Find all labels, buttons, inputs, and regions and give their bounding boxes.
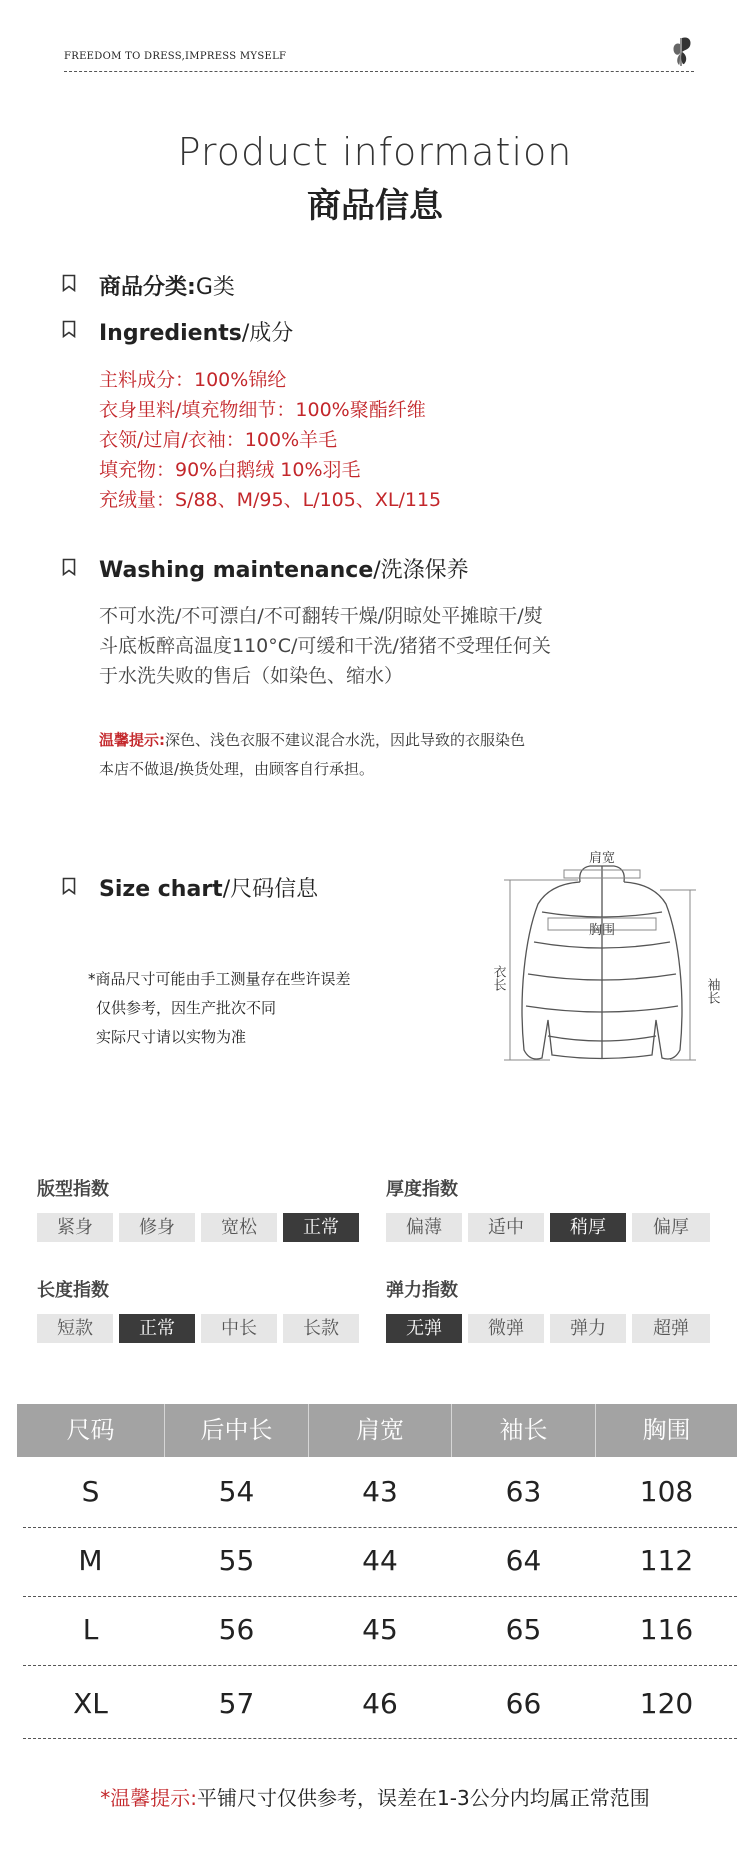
- ingredients-title-en: Ingredients: [99, 321, 242, 346]
- table-cell: 44: [362, 1544, 398, 1577]
- bookmark-icon: [62, 274, 76, 292]
- bottom-size-note: [0, 1782, 750, 1811]
- thickness-option: 偏薄: [386, 1213, 462, 1242]
- fit-index-scale: [37, 1213, 359, 1242]
- table-cell: 46: [362, 1687, 398, 1720]
- length-option-selected: 正常: [119, 1314, 195, 1343]
- bookmark-icon: [62, 558, 76, 576]
- table-header-cell: 后中长: [200, 1416, 273, 1444]
- disclaimer-line: *商品尺寸可能由手工测量存在些许误差: [88, 970, 351, 988]
- length-option: 中长: [201, 1314, 277, 1343]
- fit-option: 宽松: [201, 1213, 277, 1242]
- ingredient-line: 主料成分：100%锦纶: [99, 369, 287, 391]
- fit-index-title: 版型指数: [37, 1179, 109, 1200]
- table-row: [17, 1541, 737, 1581]
- table-cell: 65: [505, 1613, 542, 1646]
- ingredient-line: 衣领/过肩/衣袖：100%羊毛: [99, 429, 338, 451]
- tip-label: 温馨提示:: [99, 731, 165, 749]
- table-cell: 66: [505, 1687, 542, 1720]
- table-cell: 116: [639, 1613, 694, 1646]
- table-row: [17, 1684, 737, 1724]
- row-divider: [23, 1596, 737, 1597]
- elasticity-option: 微弹: [468, 1314, 544, 1343]
- row-divider: [23, 1665, 737, 1666]
- disclaimer-line: 实际尺寸请以实物为准: [96, 1028, 247, 1046]
- bottom-note-label: *温馨提示:: [100, 1786, 198, 1810]
- size-chart-title-en: Size chart: [99, 877, 223, 902]
- table-header-cell: 胸围: [642, 1416, 691, 1444]
- size-disclaimer: [88, 965, 351, 1052]
- table-row: [17, 1610, 737, 1650]
- size-chart-title-cn: /尺码信息: [222, 877, 319, 902]
- washing-tip: [99, 726, 525, 784]
- thickness-option: 偏厚: [632, 1213, 710, 1242]
- body-length-label: 衣长: [490, 965, 506, 991]
- table-cell: 56: [218, 1613, 255, 1646]
- fit-option: 紧身: [37, 1213, 113, 1242]
- length-index-title: 长度指数: [37, 1280, 109, 1301]
- fit-option: 修身: [119, 1213, 195, 1242]
- chest-label: 胸围: [588, 923, 616, 938]
- table-cell: 57: [218, 1687, 255, 1720]
- elasticity-index-scale: [386, 1314, 710, 1343]
- table-header-cell: 尺码: [66, 1416, 115, 1444]
- sleeve-label: 袖长: [704, 978, 720, 1004]
- table-cell-size: XL: [73, 1687, 108, 1720]
- thickness-index-title: 厚度指数: [386, 1179, 458, 1200]
- table-cell: 54: [218, 1475, 255, 1508]
- elasticity-option: 弹力: [550, 1314, 626, 1343]
- length-option: 长款: [283, 1314, 359, 1343]
- table-row: [17, 1472, 737, 1512]
- table-cell-size: S: [81, 1475, 100, 1508]
- washing-line: 于水洗失败的售后（如染色、缩水）: [99, 665, 404, 687]
- washing-instructions: [99, 601, 551, 691]
- table-cell: 45: [362, 1613, 398, 1646]
- bookmark-icon: [62, 877, 76, 895]
- bottom-note-text: 平铺尺寸仅供参考，误差在1-3公分内均属正常范围: [197, 1786, 650, 1810]
- thickness-index-scale: [386, 1213, 710, 1242]
- table-cell: 120: [639, 1687, 694, 1720]
- tip-line-1: 深色、浅色衣服不建议混合水洗，因此导致的衣服染色: [165, 731, 526, 749]
- page-title-cn: 商品信息: [307, 186, 443, 226]
- category-label: 商品分类:: [99, 275, 196, 300]
- ingredient-line: 填充物：90%白鹅绒 10%羽毛: [99, 459, 361, 481]
- table-cell: 43: [362, 1475, 398, 1508]
- ingredient-line: 衣身里料/填充物细节：100%聚酯纤维: [99, 399, 426, 421]
- ingredient-line: 充绒量：S/88、M/95、L/105、XL/115: [99, 489, 442, 511]
- shoulder-label: 肩宽: [588, 851, 616, 866]
- jacket-measurement-diagram: [490, 850, 720, 1090]
- row-divider: [23, 1738, 737, 1739]
- category-line: [99, 270, 235, 301]
- washing-title-cn: /洗涤保养: [373, 558, 469, 583]
- bookmark-icon: [62, 320, 76, 338]
- table-cell: 64: [505, 1544, 542, 1577]
- washing-line: 不可水洗/不可漂白/不可翻转干燥/阴晾处平摊晾干/熨: [99, 605, 543, 627]
- ingredients-heading: [99, 316, 293, 347]
- thickness-option-selected: 稍厚: [550, 1213, 626, 1242]
- fit-option-selected: 正常: [283, 1213, 359, 1242]
- thickness-option: 适中: [468, 1213, 544, 1242]
- header-divider: [64, 71, 694, 72]
- length-index-scale: [37, 1314, 359, 1343]
- butterfly-logo-icon: [668, 34, 694, 68]
- washing-heading: [99, 553, 469, 584]
- table-header-cell: 袖长: [499, 1416, 548, 1444]
- table-cell: 108: [639, 1475, 694, 1508]
- table-cell-size: L: [82, 1613, 99, 1646]
- washing-title-en: Washing maintenance: [99, 558, 374, 583]
- page-title-en: Product information: [177, 130, 573, 174]
- size-chart-heading: [99, 872, 318, 903]
- washing-line: 斗底板醉高温度110°C/可缓和干洗/猪猪不受理任何关: [99, 635, 551, 657]
- elasticity-option-selected: 无弹: [386, 1314, 462, 1343]
- tip-line-2: 本店不做退/换货处理，由顾客自行承担。: [99, 760, 375, 778]
- table-cell-size: M: [78, 1544, 103, 1577]
- table-header-cell: 肩宽: [356, 1416, 404, 1444]
- table-cell: 63: [505, 1475, 542, 1508]
- ingredients-list: [99, 365, 441, 515]
- disclaimer-line: 仅供参考，因生产批次不同: [96, 999, 277, 1017]
- category-value: G类: [195, 275, 235, 300]
- table-cell: 55: [218, 1544, 255, 1577]
- length-option: 短款: [37, 1314, 113, 1343]
- size-table-header: [17, 1404, 737, 1457]
- elasticity-option: 超弹: [632, 1314, 710, 1343]
- table-cell: 112: [639, 1544, 694, 1577]
- ingredients-title-cn: /成分: [241, 321, 294, 346]
- row-divider: [23, 1527, 737, 1528]
- elasticity-index-title: 弹力指数: [386, 1280, 458, 1301]
- brand-slogan: FREEDOM TO DRESS,IMPRESS MYSELF: [64, 51, 287, 62]
